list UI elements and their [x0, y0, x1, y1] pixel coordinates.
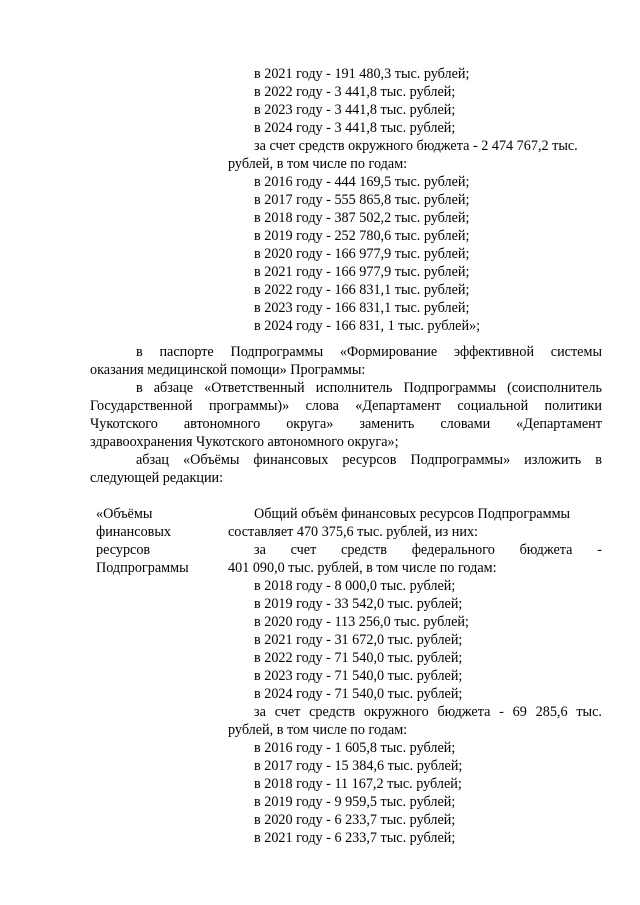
word: программы)»	[208, 398, 290, 414]
federal-year-line: в 2022 году - 3 441,8 тыс. рублей;	[254, 84, 456, 100]
word: политики	[544, 398, 602, 414]
word: абзаце	[153, 380, 194, 396]
table-federal-year: в 2023 году - 71 540,0 тыс. рублей;	[254, 668, 463, 684]
table-okrug-year: в 2020 году - 6 233,7 тыс. рублей;	[254, 812, 456, 828]
paragraph-executor-line	[90, 415, 602, 433]
table-okrug-year: в 2018 году - 11 167,2 тыс. рублей;	[254, 776, 462, 792]
word: Чукотского	[90, 416, 158, 432]
table-total-line: Общий объём финансовых ресурсов Подпрограммы	[254, 506, 571, 522]
table-left-cell-line: ресурсов	[96, 542, 151, 558]
word: в	[595, 452, 602, 468]
word: заменить	[359, 416, 415, 432]
word: бюджета	[437, 704, 491, 720]
word: словами	[440, 416, 491, 432]
okrug-year-line: в 2020 году - 166 977,9 тыс. рублей;	[254, 246, 470, 262]
okrug-budget-intro: за счет средств окружного бюджета - 2 474 767,2 тыс.	[254, 138, 578, 154]
word: Подпрограммы	[230, 344, 324, 360]
word: тыс.	[576, 704, 602, 720]
word: «Объёмы	[183, 452, 240, 468]
word: финансовых	[253, 452, 329, 468]
table-left-cell-line: «Объёмы	[96, 506, 153, 522]
word: в	[136, 344, 143, 360]
word: исполнитель	[315, 380, 393, 396]
table-federal-line: 401 090,0 тыс. рублей, в том числе по годам:	[228, 560, 497, 576]
paragraph-executor-line	[136, 379, 602, 397]
word: в	[136, 380, 143, 396]
okrug-year-line: в 2024 году - 166 831, 1 тыс. рублей»;	[254, 318, 481, 334]
paragraph-executor-end: здравоохранения Чукотского автономного округа»;	[90, 434, 399, 450]
word: счет	[290, 542, 317, 558]
word: средств	[341, 542, 387, 558]
table-federal-year: в 2018 году - 8 000,0 тыс. рублей;	[254, 578, 456, 594]
word: средств	[309, 704, 356, 720]
word: паспорте	[159, 344, 214, 360]
word: социальной	[457, 398, 529, 414]
table-okrug-year: в 2019 году - 9 959,5 тыс. рублей;	[254, 794, 456, 810]
word: окружного	[363, 704, 429, 720]
word: 69	[512, 704, 527, 720]
word: округа»	[286, 416, 334, 432]
table-left-cell-line: Подпрограммы	[96, 560, 189, 576]
table-okrug-year: в 2017 году - 15 384,6 тыс. рублей;	[254, 758, 463, 774]
federal-year-line: в 2024 году - 3 441,8 тыс. рублей;	[254, 120, 456, 136]
word: счет	[274, 704, 301, 720]
table-federal-year: в 2024 году - 71 540,0 тыс. рублей;	[254, 686, 463, 702]
word: эффективной	[453, 344, 535, 360]
table-okrug-line	[254, 703, 602, 721]
table-left-cell-line: финансовых	[96, 524, 171, 540]
word: «Формирование	[339, 344, 438, 360]
word: системы	[550, 344, 602, 360]
federal-year-line: в 2021 году - 191 480,3 тыс. рублей;	[254, 66, 470, 82]
table-federal-year: в 2020 году - 113 256,0 тыс. рублей;	[254, 614, 469, 630]
table-federal-line	[254, 541, 602, 559]
table-okrug-line: рублей, в том числе по годам:	[228, 722, 408, 738]
paragraph-passport-cont: оказания медицинской помощи» Программы:	[90, 362, 366, 378]
word: Государственной	[90, 398, 193, 414]
okrug-year-line: в 2017 году - 555 865,8 тыс. рублей;	[254, 192, 470, 208]
okrug-year-line: в 2016 году - 444 169,5 тыс. рублей;	[254, 174, 470, 190]
federal-year-line: в 2023 году - 3 441,8 тыс. рублей;	[254, 102, 456, 118]
word: за	[254, 704, 266, 720]
word: 285,6	[535, 704, 568, 720]
word: Подпрограммы	[403, 380, 497, 396]
word: изложить	[524, 452, 582, 468]
table-okrug-year: в 2021 году - 6 233,7 тыс. рублей;	[254, 830, 456, 846]
word: (соисполнитель	[507, 380, 602, 396]
word: -	[597, 542, 602, 558]
table-federal-year: в 2022 году - 71 540,0 тыс. рублей;	[254, 650, 463, 666]
word: «Департамент	[516, 416, 602, 432]
word: бюджета	[519, 542, 573, 558]
okrug-year-line: в 2022 году - 166 831,1 тыс. рублей;	[254, 282, 470, 298]
word: «Ответственный	[204, 380, 305, 396]
word: автономного	[183, 416, 261, 432]
word: ресурсов	[342, 452, 397, 468]
table-okrug-year: в 2016 году - 1 605,8 тыс. рублей;	[254, 740, 456, 756]
word: абзац	[136, 452, 170, 468]
paragraph-passport-line	[136, 343, 602, 361]
table-federal-year: в 2019 году - 33 542,0 тыс. рублей;	[254, 596, 463, 612]
word: за	[254, 542, 266, 558]
paragraph-volume-end: следующей редакции:	[90, 470, 224, 486]
table-federal-year: в 2021 году - 31 672,0 тыс. рублей;	[254, 632, 463, 648]
okrug-year-line: в 2018 году - 387 502,2 тыс. рублей;	[254, 210, 470, 226]
paragraph-executor-line	[90, 397, 602, 415]
word: «Департамент	[355, 398, 441, 414]
okrug-year-line: в 2021 году - 166 977,9 тыс. рублей;	[254, 264, 470, 280]
okrug-year-line: в 2023 году - 166 831,1 тыс. рублей;	[254, 300, 470, 316]
word: слова	[305, 398, 339, 414]
word: федерального	[411, 542, 495, 558]
paragraph-volume-line	[136, 451, 602, 469]
word: -	[499, 704, 504, 720]
okrug-budget-intro-cont: рублей, в том числе по годам:	[228, 156, 408, 172]
word: Подпрограммы»	[410, 452, 511, 468]
table-total-line: составляет 470 375,6 тыс. рублей, из них:	[228, 524, 478, 540]
okrug-year-line: в 2019 году - 252 780,6 тыс. рублей;	[254, 228, 470, 244]
